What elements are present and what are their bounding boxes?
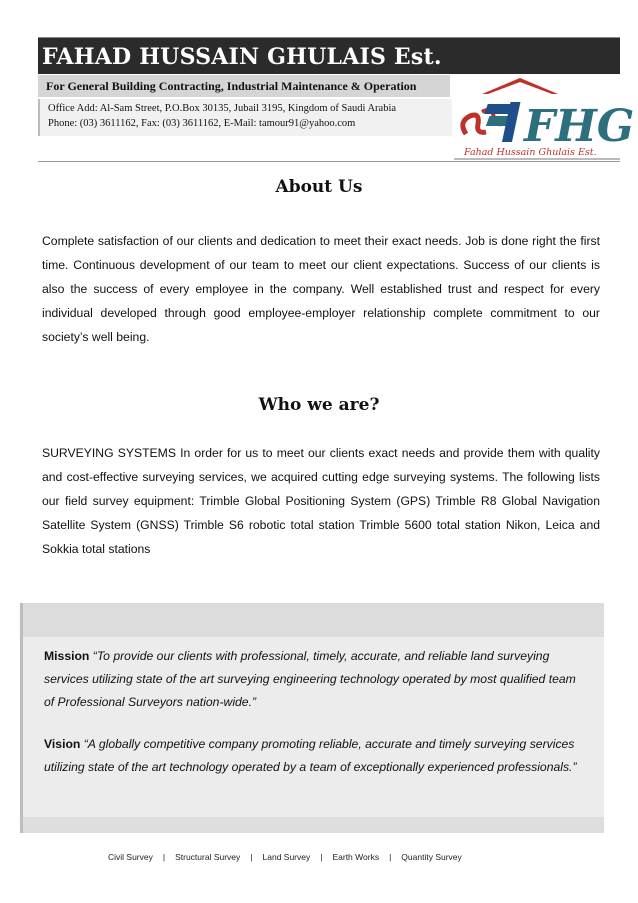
vision-statement	[44, 733, 589, 779]
mission-label: Mission	[44, 649, 90, 663]
vision-text: “A globally competitive company promoting reliable, accurate and timely surveying services utilizing state of the art technology operated by a team of exceptionally experienced professionals.”	[44, 737, 577, 774]
footer-item: Civil Survey	[108, 852, 153, 862]
footer-item: Structural Survey	[175, 852, 241, 862]
office-address: Office Add: Al-Sam Street, P.O.Box 30135, Jubail 3195, Kingdom of Saudi Arabia	[48, 103, 397, 114]
mission-vision-top-band	[23, 603, 604, 637]
about-heading: About Us	[275, 177, 363, 197]
footer-separator: |	[162, 852, 166, 862]
phone-fax-email: Phone: (03) 3611162, Fax: (03) 3611162, E-Mail: tamour91@yahoo.com	[48, 118, 356, 129]
about-text: Complete satisfaction of our clients and dedication to meet their exact needs. Job is done right the first time. Continuous development of our team to meet our client expectations. Success of our clients is also the success of every employee in the company. Well established trust and respect for every individual developed through good employee-employer relationship complete commitment to our society’s well being.	[42, 234, 600, 344]
company-title-bar	[38, 38, 620, 74]
who-text: SURVEYING SYSTEMS In order for us to meet our clients exact needs and provide them with quality and cost-effective surveying services, we acquired cutting edge surveying systems. The following lists our field survey equipment: Trimble Global Positioning System (GPS) Trimble R8 Global Navigation Satellite System (GNSS) Trimble S6 robotic total station Trimble 5600 total station Nikon, Leica and Sokkia total stations	[42, 446, 600, 556]
who-heading: Who we are?	[258, 395, 380, 415]
tagline-bar	[38, 75, 450, 97]
footer-item: Earth Works	[332, 852, 380, 862]
footer-item: Quantity Survey	[401, 852, 462, 862]
logo-roof-icon	[482, 78, 558, 94]
mission-statement	[44, 645, 589, 714]
company-name: FAHAD HUSSAIN GHULAIS Est.	[42, 44, 442, 70]
logo-caption: Fahad Hussain Ghulais Est.	[464, 147, 597, 158]
letterhead	[38, 37, 635, 162]
logo-letters: FHG	[524, 101, 635, 152]
footer-services	[108, 852, 462, 862]
contact-box	[38, 99, 452, 136]
logo-swirl-icon	[463, 115, 486, 134]
company-tagline: For General Building Contracting, Industrial Maintenance & Operation	[46, 79, 417, 93]
footer-separator: |	[389, 852, 392, 862]
company-logo	[454, 76, 635, 160]
mission-vision-bottom-band	[23, 817, 604, 833]
footer-separator: |	[320, 852, 323, 862]
footer-item: Land Survey	[262, 852, 311, 862]
vision-label: Vision	[44, 737, 81, 751]
mission-vision-box	[20, 603, 604, 833]
footer-separator: |	[250, 852, 253, 862]
mission-text: “To provide our clients with professional, timely, accurate, and reliable land surveying services utilizing state of the art surveying engineering technology operated by most qualified team of Professional Surveyors nation-wide.”	[44, 649, 576, 709]
